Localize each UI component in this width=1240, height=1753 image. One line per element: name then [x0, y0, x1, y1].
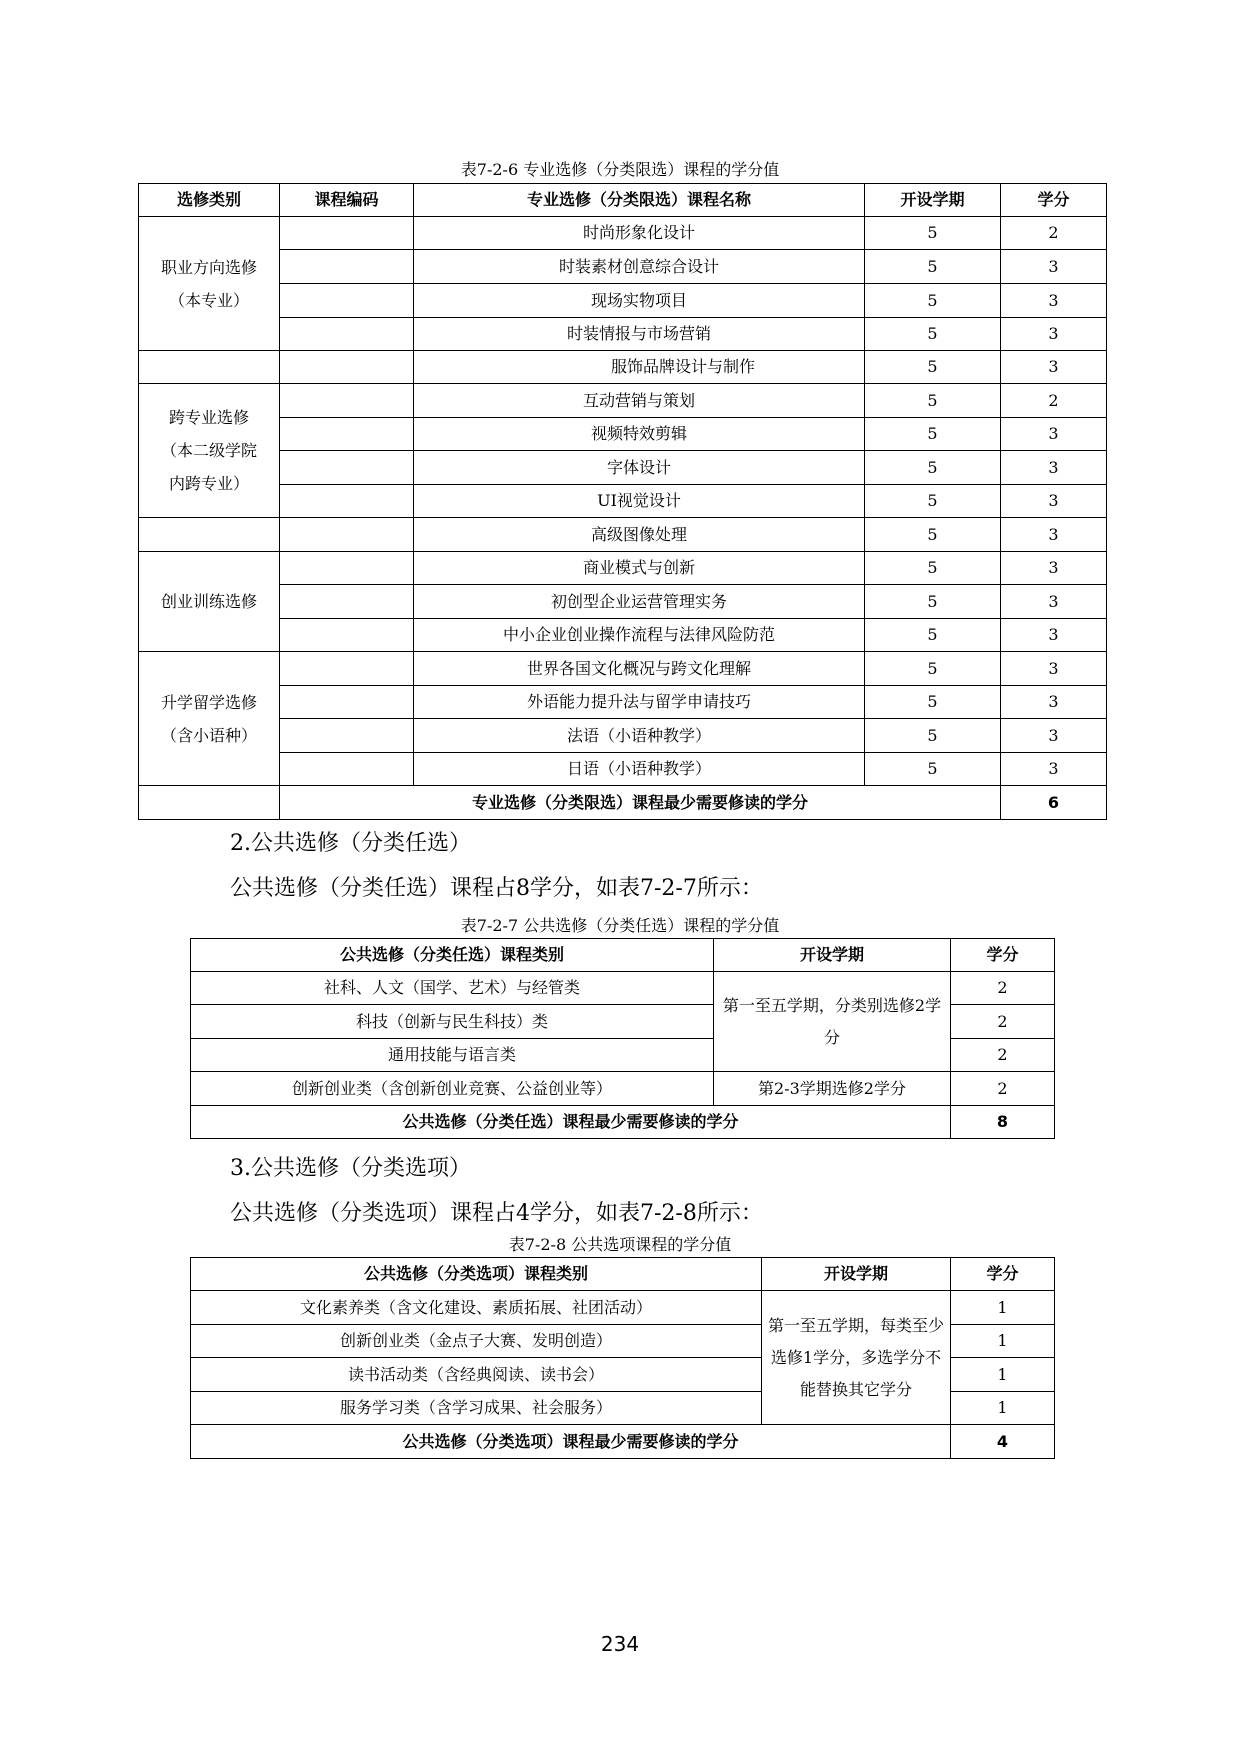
category-credit: 1 — [951, 1358, 1055, 1392]
course-credit: 3 — [1001, 418, 1107, 451]
category-name: 社科、人文（国学、艺术）与经管类 — [191, 972, 714, 1005]
course-term: 5 — [865, 384, 1001, 418]
table-7-2-7 — [190, 938, 1055, 1139]
code-cell — [280, 719, 414, 753]
header-term: 开设学期 — [714, 939, 951, 972]
course-name: 商业模式与创新 — [414, 552, 865, 585]
total-label: 公共选修（分类选项）课程最少需要修读的学分 — [191, 1425, 951, 1459]
section2-text: 公共选修（分类任选）课程占8学分，如表7-2-7所示： — [230, 876, 763, 901]
header-code: 课程编码 — [280, 184, 414, 217]
total-label: 专业选修（分类限选）课程最少需要修读的学分 — [280, 786, 1001, 820]
header-term: 开设学期 — [762, 1258, 951, 1291]
group-study: 升学留学选修 （含小语种） — [139, 652, 280, 786]
course-credit: 3 — [1001, 250, 1107, 284]
code-cell — [280, 485, 414, 518]
code-cell — [280, 351, 414, 384]
category-name: 读书活动类（含经典阅读、读书会） — [191, 1358, 762, 1392]
header-credit: 学分 — [951, 1258, 1055, 1291]
course-name: 时装情报与市场营销 — [414, 318, 865, 351]
course-credit: 3 — [1001, 284, 1107, 318]
code-cell — [280, 451, 414, 485]
course-term: 5 — [865, 351, 1001, 384]
category-credit: 2 — [951, 1039, 1055, 1072]
course-name: 日语（小语种教学） — [414, 753, 865, 786]
course-name: 高级图像处理 — [414, 518, 865, 552]
course-term: 5 — [865, 619, 1001, 652]
course-term: 5 — [865, 318, 1001, 351]
course-credit: 3 — [1001, 518, 1107, 552]
course-name: 时尚形象化设计 — [414, 217, 865, 250]
code-cell — [280, 753, 414, 786]
table7-caption: 表7-2-7 公共选修（分类任选）课程的学分值 — [460, 916, 780, 935]
course-term: 5 — [865, 451, 1001, 485]
course-term: 5 — [865, 585, 1001, 619]
total-value: 8 — [951, 1106, 1055, 1139]
category-credit: 1 — [951, 1291, 1055, 1325]
section3-text: 公共选修（分类选项）课程占4学分，如表7-2-8所示： — [230, 1201, 763, 1226]
course-term: 5 — [865, 719, 1001, 753]
course-name: 外语能力提升法与留学申请技巧 — [414, 686, 865, 719]
category-name: 创新创业类（含创新创业竞赛、公益创业等） — [191, 1072, 714, 1106]
code-cell — [280, 552, 414, 585]
course-credit: 3 — [1001, 719, 1107, 753]
table-7-2-8 — [190, 1257, 1055, 1459]
term-merged: 第一至五学期，分类别选修2学分 — [714, 972, 951, 1072]
course-name: 时装素材创意综合设计 — [414, 250, 865, 284]
category-name: 科技（创新与民生科技）类 — [191, 1005, 714, 1039]
table8-caption: 表7-2-8 公共选项课程的学分值 — [508, 1235, 732, 1254]
header-course-name: 专业选修（分类限选）课程名称 — [414, 184, 865, 217]
course-name: 法语（小语种教学） — [414, 719, 865, 753]
section3-heading: 3.公共选修（分类选项） — [230, 1156, 471, 1181]
course-credit: 3 — [1001, 619, 1107, 652]
code-cell — [280, 284, 414, 318]
category-credit: 2 — [951, 972, 1055, 1005]
course-credit: 3 — [1001, 451, 1107, 485]
category-credit: 1 — [951, 1325, 1055, 1358]
section2-heading: 2.公共选修（分类任选） — [230, 831, 471, 856]
course-term: 5 — [865, 418, 1001, 451]
course-term: 5 — [865, 250, 1001, 284]
category-name: 文化素养类（含文化建设、素质拓展、社团活动） — [191, 1291, 762, 1325]
course-name: 初创型企业运营管理实务 — [414, 585, 865, 619]
course-name: 中小企业创业操作流程与法律风险防范 — [414, 619, 865, 652]
course-term: 5 — [865, 652, 1001, 686]
category-credit: 2 — [951, 1072, 1055, 1106]
term-last: 第2-3学期选修2学分 — [714, 1072, 951, 1106]
header-credit: 学分 — [951, 939, 1055, 972]
group-empty — [139, 518, 280, 552]
course-term: 5 — [865, 217, 1001, 250]
course-credit: 3 — [1001, 753, 1107, 786]
group-empty — [139, 351, 280, 384]
course-credit: 3 — [1001, 585, 1107, 619]
course-credit: 3 — [1001, 318, 1107, 351]
course-name: UI视觉设计 — [414, 485, 865, 518]
group-cross: 跨专业选修 （本二级学院 内跨专业） — [139, 384, 280, 518]
header-credit: 学分 — [1001, 184, 1107, 217]
course-term: 5 — [865, 686, 1001, 719]
course-credit: 3 — [1001, 351, 1107, 384]
course-credit: 2 — [1001, 384, 1107, 418]
course-term: 5 — [865, 753, 1001, 786]
group-career: 职业方向选修 （本专业） — [139, 217, 280, 351]
course-term: 5 — [865, 552, 1001, 585]
course-credit: 3 — [1001, 552, 1107, 585]
course-credit: 3 — [1001, 652, 1107, 686]
code-cell — [280, 686, 414, 719]
group-startup: 创业训练选修 — [139, 552, 280, 652]
course-name: 服饰品牌设计与制作 — [414, 351, 865, 384]
code-cell — [280, 518, 414, 552]
course-credit: 2 — [1001, 217, 1107, 250]
course-term: 5 — [865, 284, 1001, 318]
total-empty — [139, 786, 280, 820]
header-category: 公共选修（分类选项）课程类别 — [191, 1258, 762, 1291]
course-name: 现场实物项目 — [414, 284, 865, 318]
course-name: 视频特效剪辑 — [414, 418, 865, 451]
course-credit: 3 — [1001, 686, 1107, 719]
code-cell — [280, 652, 414, 686]
total-value: 6 — [1001, 786, 1107, 820]
term-merged: 第一至五学期，每类至少选修1学分，多选学分不能替换其它学分 — [762, 1291, 951, 1425]
code-cell — [280, 250, 414, 284]
course-credit: 3 — [1001, 485, 1107, 518]
category-credit: 2 — [951, 1005, 1055, 1039]
header-term: 开设学期 — [865, 184, 1001, 217]
course-term: 5 — [865, 485, 1001, 518]
category-name: 服务学习类（含学习成果、社会服务） — [191, 1392, 762, 1425]
header-category: 选修类别 — [139, 184, 280, 217]
category-credit: 1 — [951, 1392, 1055, 1425]
code-cell — [280, 217, 414, 250]
code-cell — [280, 318, 414, 351]
page-number: 234 — [600, 1632, 640, 1656]
table-7-2-6 — [138, 183, 1107, 820]
course-term: 5 — [865, 518, 1001, 552]
code-cell — [280, 619, 414, 652]
total-label: 公共选修（分类任选）课程最少需要修读的学分 — [191, 1106, 951, 1139]
course-name: 字体设计 — [414, 451, 865, 485]
category-name: 通用技能与语言类 — [191, 1039, 714, 1072]
code-cell — [280, 384, 414, 418]
total-value: 4 — [951, 1425, 1055, 1459]
category-name: 创新创业类（金点子大赛、发明创造） — [191, 1325, 762, 1358]
header-category: 公共选修（分类任选）课程类别 — [191, 939, 714, 972]
code-cell — [280, 418, 414, 451]
course-name: 互动营销与策划 — [414, 384, 865, 418]
table6-caption: 表7-2-6 专业选修（分类限选）课程的学分值 — [460, 160, 780, 179]
course-name: 世界各国文化概况与跨文化理解 — [414, 652, 865, 686]
code-cell — [280, 585, 414, 619]
